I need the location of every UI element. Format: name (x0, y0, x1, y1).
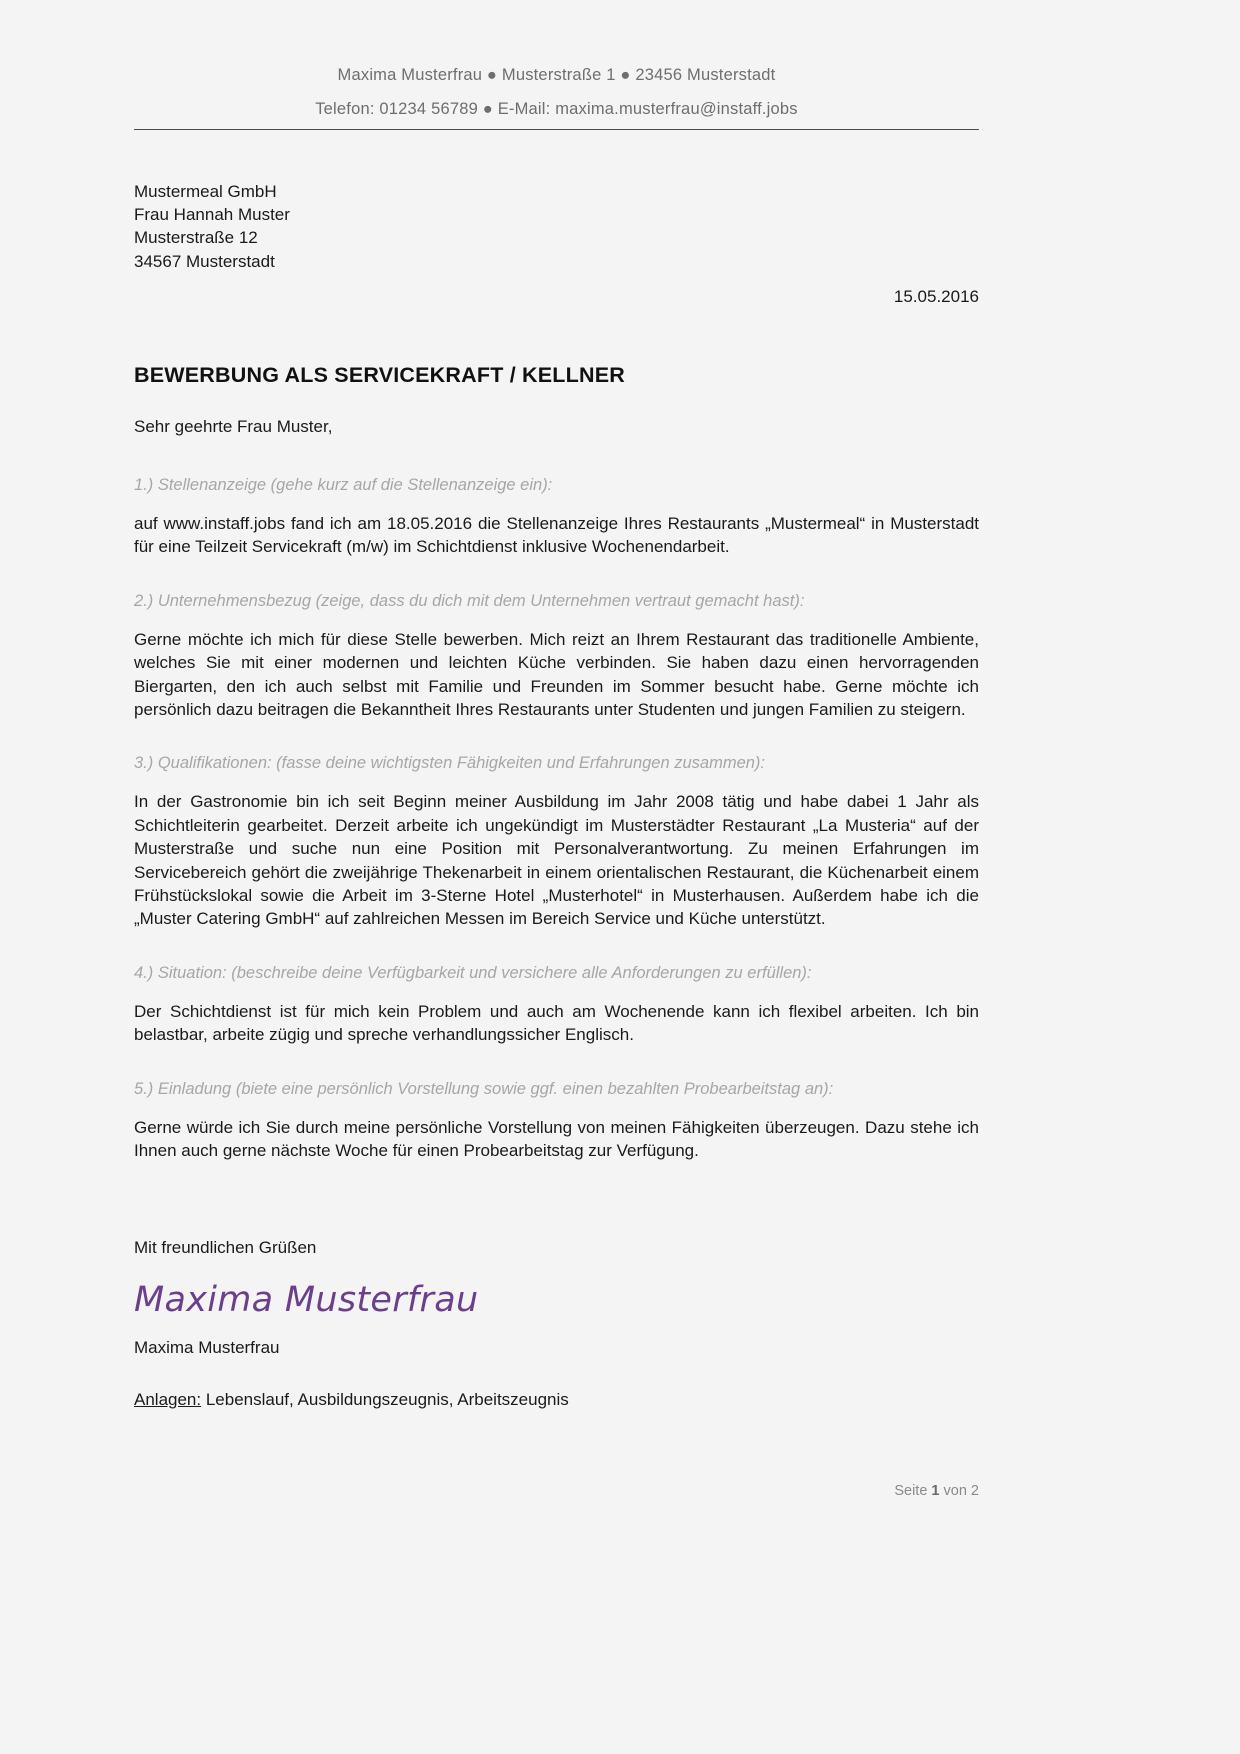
letter-body (134, 415, 979, 1193)
recipient-contact: Frau Hannah Muster (134, 205, 290, 225)
page-footer (894, 1483, 979, 1499)
section-hint-3: 3.) Qualifikationen: (fasse deine wichtigsten Fähigkeiten und Erfahrungen zusammen): (134, 754, 766, 773)
recipient-street: Musterstraße 12 (134, 228, 258, 248)
recipient-address-block (134, 180, 634, 273)
header-divider (134, 129, 979, 130)
section-paragraph-5: Gerne würde ich Sie durch meine persönliche Vorstellung von meinen Fähigkeiten überzeugen. Dazu stehe ich Ihnen auch gerne nächste Woche für einen Probearbeitstag zur Verfügung. (134, 1117, 979, 1161)
footer-suffix: von 2 (939, 1483, 979, 1499)
closing-greeting: Mit freundlichen Grüßen (134, 1238, 317, 1257)
section-hint-2: 2.) Unternehmensbezug (zeige, dass du dich mit dem Unternehmen vertraut gemacht hast): (134, 591, 805, 610)
section-hint-5: 5.) Einladung (biete eine persönlich Vorstellung sowie ggf. einen bezahlten Probearbeitstag an): (134, 1079, 834, 1098)
section-paragraph-2: Gerne möchte ich mich für diese Stelle bewerben. Mich reizt an Ihrem Restaurant das traditionelle Ambiente, welches Sie mit einer modernen und leichten Küche verbinden. Sie haben dazu einen hervorragenden Biergarten, den ich auch selbst mit Familie und Freunden im Sommer besucht habe. Gerne möchte ich persönlich dazu beitragen die Bekanntheit Ihres Restaurants unter Studenten und jungen Familien zu steigern. (134, 629, 979, 720)
section-paragraph-1: auf www.instaff.jobs fand ich am 18.05.2016 die Stellenanzeige Ihres Restaurants „Mustermeal“ in Musterstadt für eine Teilzeit Servicekraft (m/w) im Schichtdienst inklusive Wochenendarbeit. (134, 514, 979, 557)
letterhead (134, 58, 979, 126)
attachments-items: Lebenslauf, Ausbildungszeugnis, Arbeitszeugnis (201, 1390, 569, 1409)
letter-subject: BEWERBUNG ALS SERVICEKRAFT / KELLNER (134, 363, 625, 387)
closing-block (134, 1236, 734, 1360)
recipient-city: 34567 Musterstadt (134, 251, 275, 271)
handwritten-signature: Maxima Musterfrau (134, 1280, 479, 1320)
letterhead-address-line: Maxima Musterfrau ● Musterstraße 1 ● 23456 Musterstadt (337, 66, 776, 84)
section-hint-1: 1.) Stellenanzeige (gehe kurz auf die Stellenanzeige ein): (134, 476, 553, 494)
section-hint-4: 4.) Situation: (beschreibe deine Verfügbarkeit und versichere alle Anforderungen zu erfüllen): (134, 963, 812, 982)
section-paragraph-4: Der Schichtdienst ist für mich kein Problem und auch am Wochenende kann ich flexibel arbeiten. Ich bin belastbar, arbeite zügig und spreche verhandlungssicher Englisch. (134, 1001, 979, 1045)
salutation: Sehr geehrte Frau Muster, (134, 417, 333, 436)
recipient-company: Mustermeal GmbH (134, 182, 277, 201)
letter-date: 15.05.2016 (893, 287, 979, 306)
footer-prefix: Seite (894, 1483, 932, 1499)
printed-sender-name: Maxima Musterfrau (134, 1338, 280, 1357)
attachments-label: Anlagen: (134, 1390, 202, 1409)
footer-current-page: 1 (931, 1483, 940, 1499)
section-paragraph-3: In der Gastronomie bin ich seit Beginn meiner Ausbildung im Jahr 2008 tätig und habe dabei 1 Jahr als Schichtleiterin gearbeitet. Derzeit arbeite ich ungekündigt im Musterstädter Restaurant „La Musteria“ auf der Musterstraße und suche nun eine Position mit Personalverantwortung. Zu meinen Erfahrungen im Servicebereich gehört die zweijährige Thekenarbeit in einem orientalischen Restaurant, die Küchenarbeit einem Frühstückslokal sowie die Arbeit im 3-Sterne Hotel „Musterhotel“ in Musterhausen. Außerdem habe ich die „Muster Catering GmbH“ auf zahlreichen Messen im Bereich Service und Küche unterstützt. (134, 792, 979, 929)
letterhead-contact-line: Telefon: 01234 56789 ● E-Mail: maxima.musterfrau@instaff.jobs (315, 100, 798, 118)
attachments-line (134, 1388, 569, 1412)
